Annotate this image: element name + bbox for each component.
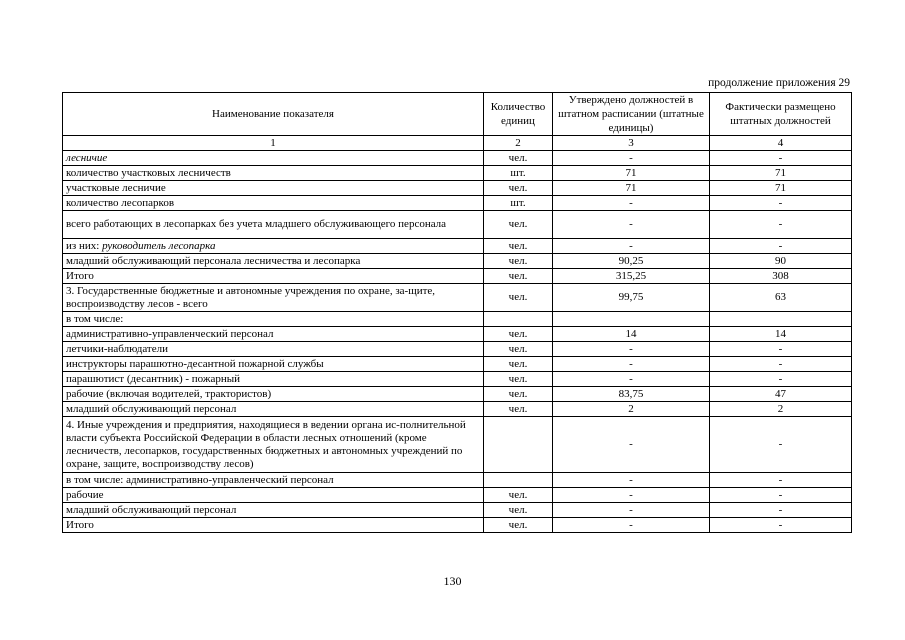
column-number-row — [63, 136, 852, 151]
row-name: в том числе: — [63, 312, 484, 327]
row-name: рабочие (включая водителей, трактористов) — [63, 387, 484, 402]
row-unit: чел. — [484, 342, 553, 357]
header-approved-positions: Утверждено должностей в штатном расписании (штатные единицы) — [553, 93, 710, 136]
row-approved: 83,75 — [553, 387, 710, 402]
row-name: лесничие — [63, 151, 484, 166]
row-approved: - — [553, 473, 710, 488]
page-number: 130 — [443, 574, 462, 588]
row-actual: - — [710, 473, 852, 488]
row-unit: чел. — [484, 239, 553, 254]
row-unit: чел. — [484, 327, 553, 342]
row-name: количество лесопарков — [63, 196, 484, 211]
row-name: Итого — [63, 518, 484, 533]
row-actual: 90 — [710, 254, 852, 269]
table-row — [63, 151, 852, 166]
table-row — [63, 473, 852, 488]
table-row — [63, 312, 852, 327]
row-approved: 90,25 — [553, 254, 710, 269]
row-approved: 71 — [553, 181, 710, 196]
row-approved: - — [553, 503, 710, 518]
row-approved — [553, 312, 710, 327]
row-actual — [710, 312, 852, 327]
row-approved: 14 — [553, 327, 710, 342]
row-actual: - — [710, 196, 852, 211]
row-approved: - — [553, 488, 710, 503]
row-unit: чел. — [484, 402, 553, 417]
table-row — [63, 269, 852, 284]
row-name: административно-управленческий персонал — [63, 327, 484, 342]
row-actual: 308 — [710, 269, 852, 284]
row-name: рабочие — [63, 488, 484, 503]
row-approved: - — [553, 372, 710, 387]
row-unit: чел. — [484, 518, 553, 533]
row-unit: чел. — [484, 269, 553, 284]
row-approved: 2 — [553, 402, 710, 417]
row-actual: - — [710, 417, 852, 473]
row-unit: чел. — [484, 254, 553, 269]
row-name: Итого — [63, 269, 484, 284]
table-row — [63, 211, 852, 239]
table-row — [63, 284, 852, 312]
row-name: парашютист (десантник) - пожарный — [63, 372, 484, 387]
row-unit — [484, 312, 553, 327]
table-row — [63, 387, 852, 402]
table-row — [63, 196, 852, 211]
row-approved: 71 — [553, 166, 710, 181]
row-actual: - — [710, 518, 852, 533]
table-row — [63, 417, 852, 473]
row-approved: - — [553, 151, 710, 166]
column-number: 3 — [553, 136, 710, 151]
row-unit: чел. — [484, 151, 553, 166]
table-row — [63, 166, 852, 181]
row-name: младший обслуживающий персонал — [63, 503, 484, 518]
table-row — [63, 503, 852, 518]
row-name: 3. Государственные бюджетные и автономные учреждения по охране, за-щите, воспроизводству лесов - всего — [63, 284, 484, 312]
column-number: 1 — [63, 136, 484, 151]
row-actual: - — [710, 342, 852, 357]
row-actual: 2 — [710, 402, 852, 417]
table-row — [63, 402, 852, 417]
table-row — [63, 518, 852, 533]
staffing-table — [62, 92, 852, 533]
row-unit: чел. — [484, 357, 553, 372]
row-unit: чел. — [484, 211, 553, 239]
row-unit: шт. — [484, 196, 553, 211]
row-name — [63, 239, 484, 254]
row-unit: чел. — [484, 372, 553, 387]
table-row — [63, 372, 852, 387]
row-unit: чел. — [484, 488, 553, 503]
row-approved: 315,25 — [553, 269, 710, 284]
row-name: всего работающих в лесопарках без учета младшего обслуживающего персонала — [63, 211, 484, 239]
row-name-italic: руководитель лесопарка — [102, 239, 216, 252]
column-number: 4 — [710, 136, 852, 151]
row-name: количество участковых лесничеств — [63, 166, 484, 181]
row-approved: - — [553, 518, 710, 533]
row-name-prefix: из них: — [66, 239, 103, 252]
row-actual: 47 — [710, 387, 852, 402]
header-actual-positions: Фактически размещено штатных должностей — [710, 93, 852, 136]
row-actual: - — [710, 357, 852, 372]
header-row — [63, 93, 852, 136]
row-actual: - — [710, 151, 852, 166]
row-actual: - — [710, 488, 852, 503]
row-unit — [484, 417, 553, 473]
column-number: 2 — [484, 136, 553, 151]
table-row — [63, 342, 852, 357]
table-row — [63, 254, 852, 269]
row-unit: чел. — [484, 181, 553, 196]
row-unit: чел. — [484, 503, 553, 518]
row-approved: 99,75 — [553, 284, 710, 312]
header-unit-count: Количество единиц — [484, 93, 553, 136]
row-approved: - — [553, 211, 710, 239]
row-unit: шт. — [484, 166, 553, 181]
appendix-caption: продолжение приложения 29 — [708, 77, 850, 89]
header-indicator-name: Наименование показателя — [63, 93, 484, 136]
row-name: 4. Иные учреждения и предприятия, находящиеся в ведении органа ис-полнительной власти субъекта Российской Федерации в области лесных отношений (кроме лесничеств, лесопарков, государственных бюджетных и автономных учреждений по охране, защите, воспроизводству лесов) — [63, 417, 484, 473]
row-name: в том числе: административно-управленческий персонал — [63, 473, 484, 488]
row-unit: чел. — [484, 284, 553, 312]
row-actual: - — [710, 239, 852, 254]
row-actual: - — [710, 503, 852, 518]
row-name: летчики-наблюдатели — [63, 342, 484, 357]
row-actual: 63 — [710, 284, 852, 312]
row-name: младший обслуживающий персонал — [63, 402, 484, 417]
table-row — [63, 181, 852, 196]
row-approved: - — [553, 357, 710, 372]
table-row — [63, 239, 852, 254]
row-actual: 71 — [710, 166, 852, 181]
row-approved: - — [553, 342, 710, 357]
row-approved: - — [553, 417, 710, 473]
row-actual: 71 — [710, 181, 852, 196]
row-actual: - — [710, 211, 852, 239]
table-row — [63, 357, 852, 372]
row-name: младший обслуживающий персонала лесничества и лесопарка — [63, 254, 484, 269]
row-name: участковые лесничие — [63, 181, 484, 196]
row-unit — [484, 473, 553, 488]
row-name: инструкторы парашютно-десантной пожарной службы — [63, 357, 484, 372]
row-approved: - — [553, 239, 710, 254]
row-approved: - — [553, 196, 710, 211]
table-row — [63, 488, 852, 503]
table-row — [63, 327, 852, 342]
row-actual: - — [710, 372, 852, 387]
row-unit: чел. — [484, 387, 553, 402]
row-actual: 14 — [710, 327, 852, 342]
